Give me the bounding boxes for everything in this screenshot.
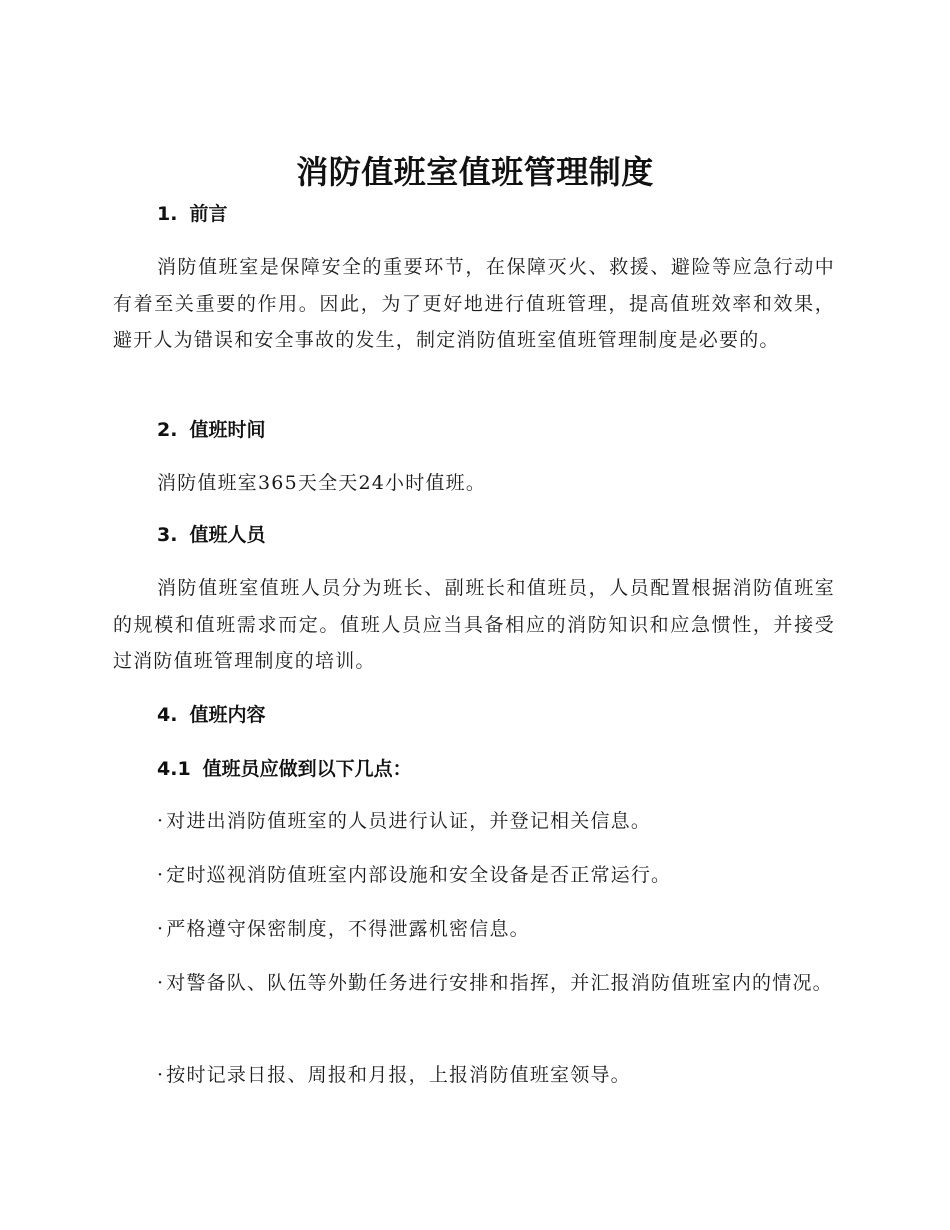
bullet-marker: · [157,810,165,832]
bullet-marker: · [157,1064,165,1086]
list-item-text: 对进出消防值班室的人员进行认证，并登记相关信息。 [166,810,652,832]
subsection-number: 4.1 [157,758,191,780]
section-paragraph-3: 消防值班室值班人员分为班长、副班长和值班员，人员配置根据消防值班室的规模和值班需求而定。值班人员应当具备相应的消防知识和应急惯性，并接受过消防值班管理制度的培训。 [113,577,835,672]
bullet-marker: · [157,918,165,940]
section-heading-3 [157,521,265,549]
list-item [113,857,835,894]
section-paragraph-1: 消防值班室是保障安全的重要环节，在保障灭火、救援、避险等应急行动中有着至关重要的作用。因此，为了更好地进行值班管理，提高值班效率和效果，避开人为错误和安全事故的发生，制定消防值班室值班管理制度是必要的。 [113,256,835,351]
list-item-text: 按时记录日报、周报和月报，上报消防值班室领导。 [166,1064,631,1086]
section-number: 2. [157,419,178,441]
list-item [113,803,835,840]
list-item-text: 对警备队、队伍等外勤任务进行安排和指挥，并汇报消防值班室内的情况。 [166,972,833,994]
section-title: 值班人员 [189,524,266,546]
section-number: 4. [157,704,178,726]
section-title: 值班内容 [189,704,266,726]
section-number: 3. [157,524,178,546]
section-heading-1 [157,200,227,228]
section-title: 值班时间 [189,419,266,441]
section-heading-2 [157,416,265,444]
section-number: 1. [157,203,178,225]
section-paragraph-2: 消防值班室365天全天24小时值班。 [157,472,487,494]
list-item-text: 定时巡视消防值班室内部设施和安全设备是否正常运行。 [166,864,672,886]
list-item [113,1057,835,1094]
subsection-title: 值班员应做到以下几点： [202,758,412,780]
list-item-text: 严格遵守保密制度，不得泄露机密信息。 [166,918,530,940]
section-title: 前言 [189,203,228,225]
subsection-heading-4-1 [157,755,412,783]
section-heading-4 [157,701,265,729]
list-item [113,911,835,948]
document-title: 消防值班室值班管理制度 [296,153,654,191]
bullet-marker: · [157,864,165,886]
list-item [113,965,835,1002]
bullet-marker: · [157,972,165,994]
